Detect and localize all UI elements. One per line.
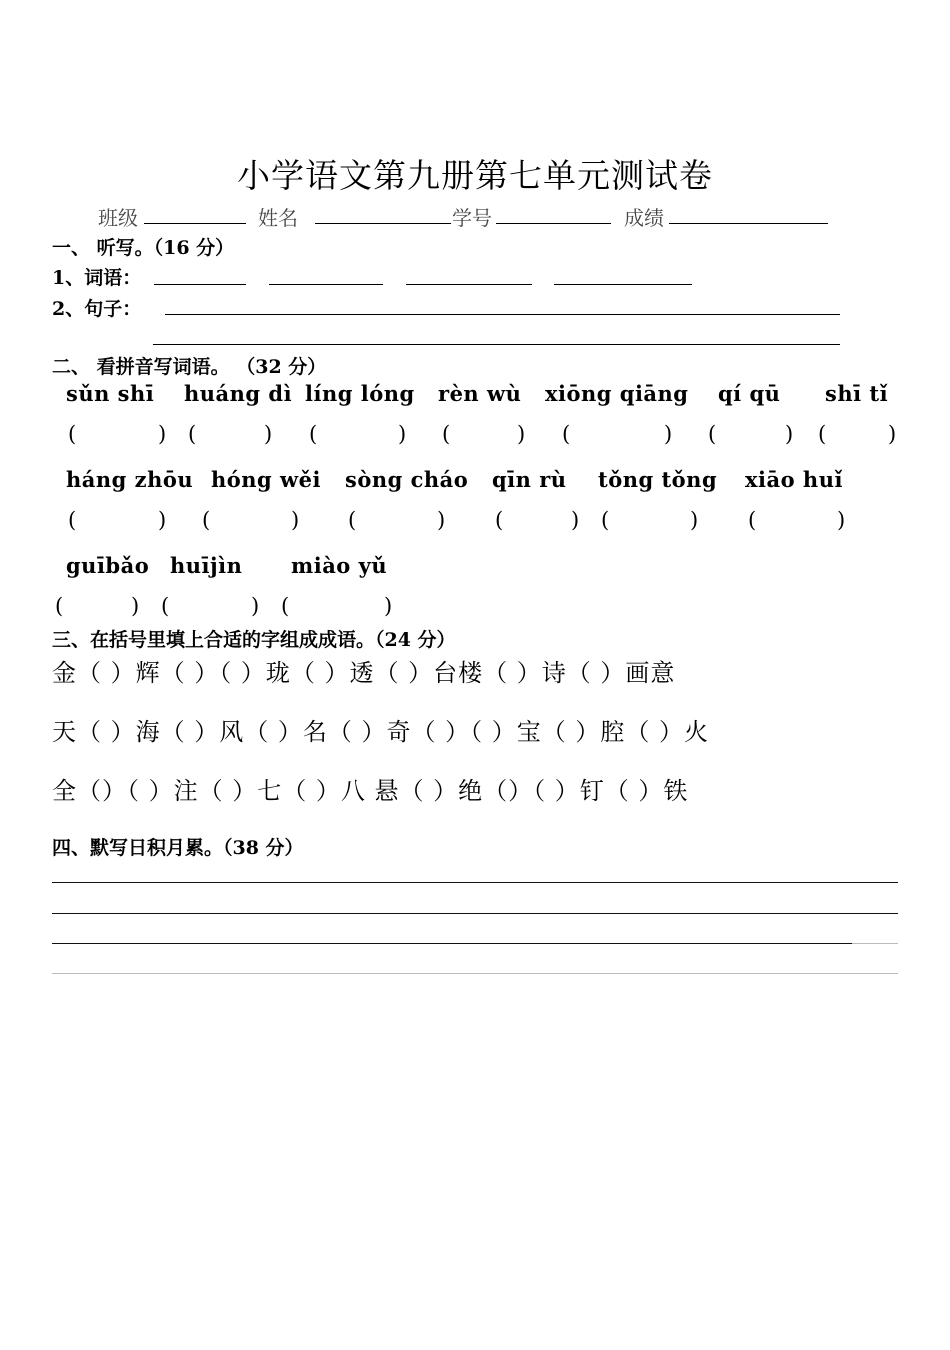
pinyin-item: sòng cháo <box>345 467 469 492</box>
pinyin-item: xiōng qiāng <box>545 381 689 406</box>
close-paren: ) <box>571 508 580 532</box>
pinyin-item: tǒng tǒng <box>598 467 718 492</box>
pinyin-item: háng zhōu <box>66 467 194 492</box>
open-paren: ( <box>55 594 64 618</box>
word-blank[interactable] <box>269 284 383 285</box>
class-blank[interactable] <box>144 223 246 224</box>
close-paren: ) <box>785 422 794 446</box>
close-paren: ) <box>888 422 897 446</box>
close-paren: ) <box>264 422 273 446</box>
writing-line[interactable] <box>52 913 898 914</box>
open-paren: ( <box>748 508 757 532</box>
section3-heading: 三、在括号里填上合适的字组成成语。（24 分） <box>52 629 456 651</box>
close-paren: ) <box>517 422 526 446</box>
close-paren: ) <box>251 594 260 618</box>
open-paren: ( <box>68 508 77 532</box>
close-paren: ) <box>291 508 300 532</box>
open-paren: ( <box>818 422 827 446</box>
close-paren: ) <box>664 422 673 446</box>
pinyin-item: qí qū <box>718 381 781 406</box>
dictation-sentence-label: 2、句子： <box>52 298 142 320</box>
open-paren: ( <box>495 508 504 532</box>
word-blank[interactable] <box>554 284 692 285</box>
score-label: 成绩 <box>624 206 664 230</box>
open-paren: ( <box>309 422 318 446</box>
section2-heading: 二、 看拼音写词语。 （32 分） <box>52 356 327 378</box>
pinyin-item: qīn rù <box>492 467 567 492</box>
section1-heading: 一、 听写。（16 分） <box>52 237 235 259</box>
close-paren: ) <box>158 508 167 532</box>
open-paren: ( <box>161 594 170 618</box>
writing-line[interactable] <box>52 943 852 944</box>
open-paren: ( <box>348 508 357 532</box>
idiom-line: 全（）（ ）注（ ）七（ ）八 悬（ ）绝（）（ ）钉（ ）铁 <box>52 777 689 805</box>
close-paren: ) <box>690 508 699 532</box>
page-title: 小学语文第九册第七单元测试卷 <box>237 156 713 195</box>
student-number-label: 学号 <box>452 206 492 230</box>
word-blank[interactable] <box>154 284 246 285</box>
pinyin-item: xiāo huǐ <box>745 467 843 492</box>
close-paren: ) <box>837 508 846 532</box>
pinyin-item: sǔn shī <box>66 381 155 406</box>
class-label: 班级 <box>98 206 138 230</box>
word-blank[interactable] <box>406 284 532 285</box>
student-number-blank[interactable] <box>496 223 611 224</box>
name-label: 姓名 <box>258 206 298 230</box>
idiom-line: 金（ ）辉（ ）（ ）珑（ ）透（ ）台楼（ ）诗（ ）画意 <box>52 659 676 687</box>
open-paren: ( <box>442 422 451 446</box>
open-paren: ( <box>202 508 211 532</box>
sentence-blank[interactable] <box>153 344 840 345</box>
pinyin-item: rèn wù <box>438 381 522 406</box>
close-paren: ) <box>158 422 167 446</box>
writing-line[interactable] <box>52 882 898 883</box>
pinyin-item: huījìn <box>170 553 243 578</box>
dictation-words-label: 1、词语： <box>52 267 142 289</box>
section4-heading: 四、默写日积月累。（38 分） <box>52 837 304 859</box>
sentence-blank[interactable] <box>165 314 840 315</box>
name-blank[interactable] <box>315 223 451 224</box>
open-paren: ( <box>281 594 290 618</box>
open-paren: ( <box>601 508 610 532</box>
open-paren: ( <box>188 422 197 446</box>
open-paren: ( <box>562 422 571 446</box>
pinyin-item: guībǎo <box>66 553 150 578</box>
idiom-line: 天（ ）海（ ）风（ ）名（ ）奇（ ）（ ）宝（ ）腔（ ）火 <box>52 718 710 746</box>
score-blank[interactable] <box>669 223 828 224</box>
pinyin-item: huáng dì <box>184 381 293 406</box>
open-paren: ( <box>68 422 77 446</box>
close-paren: ) <box>384 594 393 618</box>
pinyin-item: shī tǐ <box>825 381 889 406</box>
writing-line-faint <box>852 943 898 944</box>
pinyin-item: hóng wěi <box>211 467 321 492</box>
pinyin-item: líng lóng <box>305 381 415 406</box>
close-paren: ) <box>398 422 407 446</box>
close-paren: ) <box>437 508 446 532</box>
writing-line[interactable] <box>52 973 898 974</box>
pinyin-item: miào yǔ <box>291 553 388 578</box>
open-paren: ( <box>708 422 717 446</box>
close-paren: ) <box>131 594 140 618</box>
